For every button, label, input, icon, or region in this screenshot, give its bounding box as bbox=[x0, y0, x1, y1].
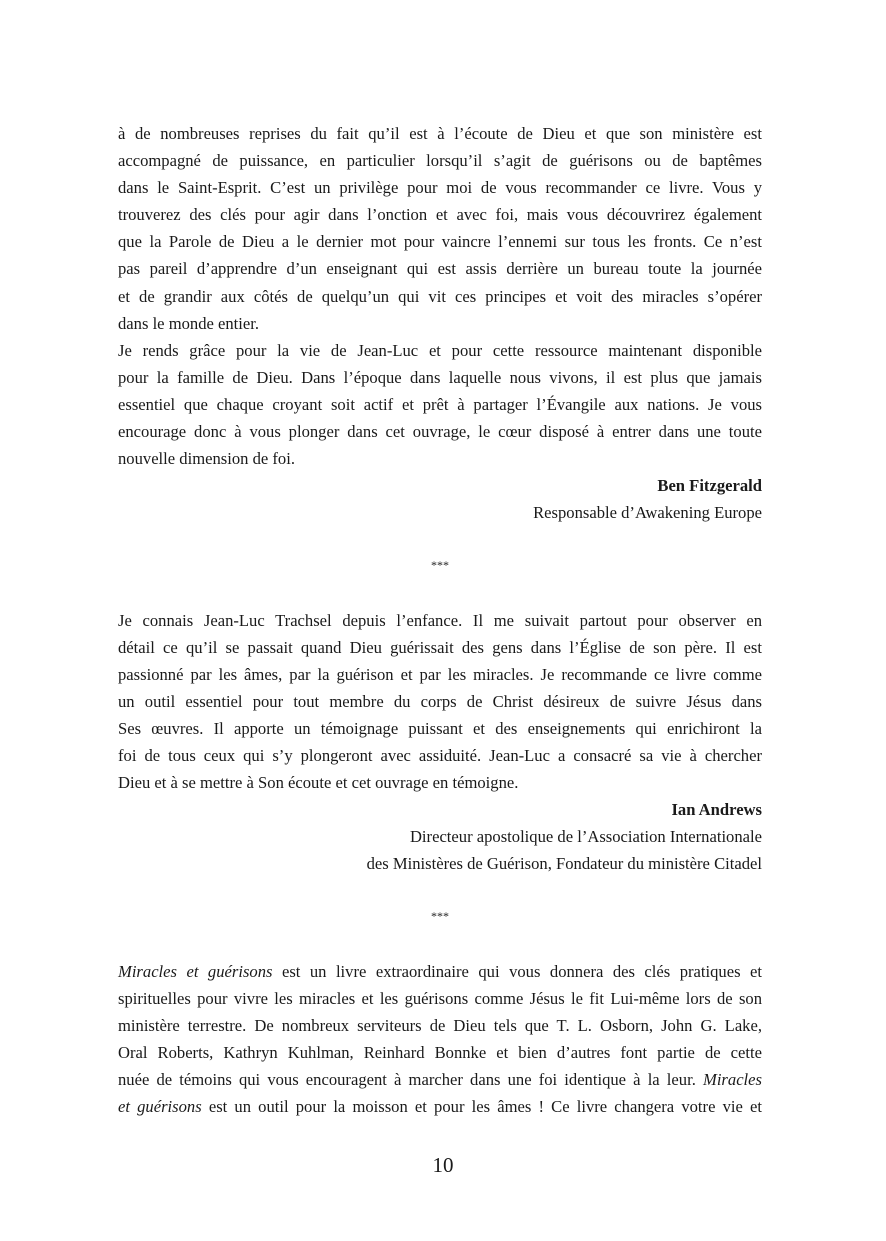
text-run: est un livre extraordinaire qui vous donnera des clés pratiques et bbox=[272, 961, 762, 981]
book-title: et guérisons bbox=[118, 1097, 202, 1116]
text-line: passionné par les âmes, par la guérison et par les miracles. Je recommande ce livre comme bbox=[118, 664, 762, 684]
text-run: nuée de témoins qui vous encouragent à marcher dans une foi identique à la leur. bbox=[118, 1069, 703, 1089]
text-line: trouverez des clés pour agir dans l’onction et avec foi, mais vous découvrirez également bbox=[118, 205, 762, 225]
text-line: ministère terrestre. De nombreux serviteurs de Dieu tels que T. L. Osborn, John G. Lake, bbox=[118, 1015, 762, 1035]
text-line: Ses œuvres. Il apporte un témoignage puissant et des enseignements qui enrichiront la bbox=[118, 718, 762, 738]
signature-ian-andrews bbox=[118, 796, 762, 877]
text-line: à de nombreuses reprises du fait qu’il est à l’écoute de Dieu et que son ministère est bbox=[118, 124, 762, 143]
text-line bbox=[118, 958, 762, 985]
text-line: détail ce qu’il se passait quand Dieu guérissait des gens dans l’Église de son père. Il est bbox=[118, 637, 762, 657]
text-line: que la Parole de Dieu a le dernier mot pour vaincre l’ennemi sur tous les fronts. Ce n’est bbox=[118, 232, 762, 252]
text-line: essentiel que chaque croyant soit actif et prêt à partager l’Évangile aux nations. Je vous bbox=[118, 394, 762, 414]
text-line: Je rends grâce pour la vie de Jean-Luc et pour cette ressource maintenant disponible bbox=[118, 340, 762, 360]
paragraph-3 bbox=[118, 607, 762, 797]
text-line: un outil essentiel pour tout membre du corps de Christ désireux de suivre Jésus dans bbox=[118, 691, 762, 711]
paragraph-2 bbox=[118, 337, 762, 472]
text-line bbox=[118, 1093, 762, 1120]
text-line: pas pareil d’apprendre d’un enseignant qui est assis derrière un bureau toute la journée bbox=[118, 259, 762, 279]
paragraph-1 bbox=[118, 120, 762, 337]
text-line: nouvelle dimension de foi. bbox=[118, 449, 295, 469]
book-title: Miracles et guérisons bbox=[118, 961, 273, 981]
text-line: dans le monde entier. bbox=[118, 313, 260, 333]
text-line: pour la famille de Dieu. Dans l’époque dans laquelle nous vivons, il est plus que jamais bbox=[118, 367, 762, 387]
text-line: Je connais Jean-Luc Trachsel depuis l’enfance. Il me suivait partout pour observer en bbox=[118, 610, 762, 630]
section-separator: *** bbox=[431, 909, 449, 924]
text-line: foi de tous ceux qui s’y plongeront avec assiduité. Jean-Luc a consacré sa vie à chercher bbox=[118, 745, 762, 765]
book-title: Miracles bbox=[703, 1069, 762, 1089]
signature-title: des Ministères de Guérison, Fondateur du ministère Citadel bbox=[366, 854, 762, 874]
signature-title: Directeur apostolique de l’Association Internationale bbox=[409, 827, 762, 847]
text-line: spirituelles pour vivre les miracles et les guérisons comme Jésus le fit Lui-même lors de son bbox=[118, 988, 762, 1008]
text-line: Dieu et à se mettre à Son écoute et cet ouvrage en témoigne. bbox=[118, 773, 519, 793]
signature-name: Ian Andrews bbox=[671, 800, 762, 820]
signature-ben-fitzgerald bbox=[118, 472, 762, 526]
signature-title: Responsable d’Awakening Europe bbox=[533, 503, 762, 523]
text-line: et de grandir aux côtés de quelqu’un qui vit ces principes et voit des miracles s’opérer bbox=[118, 286, 762, 306]
text-run: est un outil pour la moisson et pour les âmes ! Ce livre changera votre vie et bbox=[201, 1097, 762, 1116]
page-number: 10 bbox=[432, 1153, 454, 1177]
text-line: accompagné de puissance, en particulier lorsqu’il s’agit de guérisons ou de baptêmes bbox=[118, 151, 762, 171]
paragraph-4 bbox=[118, 958, 762, 1121]
signature-name: Ben Fitzgerald bbox=[657, 476, 762, 496]
page-body bbox=[118, 120, 762, 1120]
text-line bbox=[118, 1066, 762, 1093]
text-line: dans le Saint-Esprit. C’est un privilège pour moi de vous recommander ce livre. Vous y bbox=[118, 178, 762, 198]
section-separator: *** bbox=[431, 558, 449, 573]
text-line: Oral Roberts, Kathryn Kuhlman, Reinhard Bonnke et bien d’autres font partie de cette bbox=[118, 1042, 762, 1062]
text-line: encourage donc à vous plonger dans cet ouvrage, le cœur disposé à entrer dans une toute bbox=[118, 422, 762, 442]
